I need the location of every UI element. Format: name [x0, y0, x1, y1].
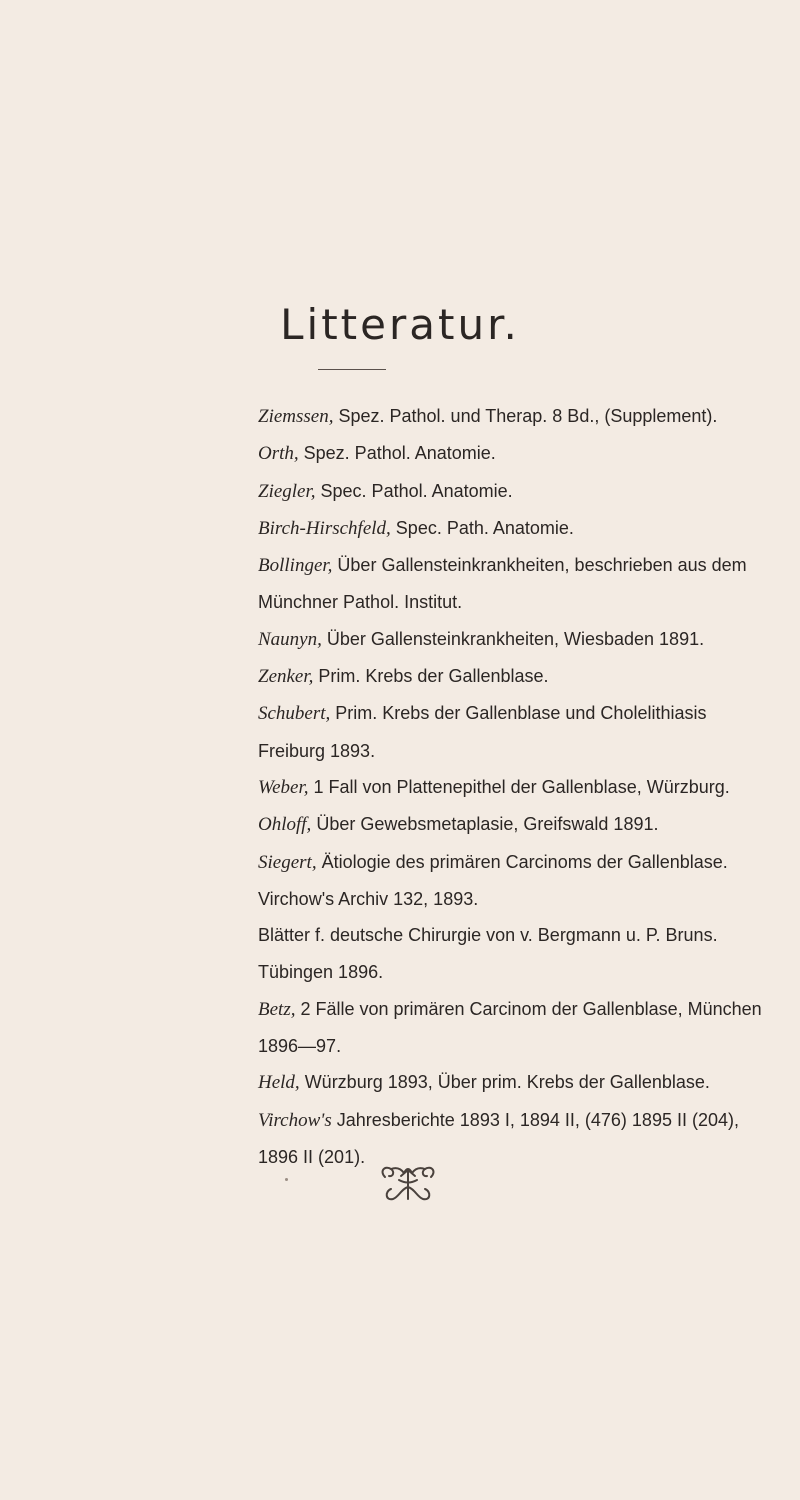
- reference-author: Zenker,: [258, 666, 314, 688]
- reference-text: Ätiologie des primären Carcinoms der Gallenblase. Virchow's Archiv 132, 1893.: [258, 851, 728, 909]
- reference-author: Birch-Hirschfeld,: [258, 517, 391, 539]
- reference-author: Ziegler,: [258, 480, 316, 502]
- reference-text: Prim. Krebs der Gallenblase.: [313, 666, 549, 687]
- reference-text: Spez. Pathol. Anatomie.: [298, 443, 496, 464]
- reference-text: Spec. Pathol. Anatomie.: [315, 480, 513, 501]
- reference-text: Über Gallensteinkrankheiten, Wiesbaden 1891.: [321, 628, 705, 649]
- reference-item: [258, 510, 778, 547]
- title-rule: [318, 369, 386, 370]
- reference-author: Schubert,: [258, 703, 331, 725]
- ornament-icon: [377, 1163, 439, 1205]
- page-title: Litteratur.: [280, 300, 520, 349]
- reference-author: Orth,: [258, 443, 299, 465]
- reference-text: Jahresberichte 1893 I, 1894 II, (476) 1895 II (204), 1896 II (201).: [258, 1109, 739, 1167]
- speck: [285, 1178, 288, 1181]
- reference-item: [258, 547, 778, 621]
- reference-item: [258, 991, 778, 1065]
- reference-item: [258, 844, 778, 918]
- reference-item: [258, 1102, 778, 1176]
- reference-item: [258, 621, 778, 658]
- reference-author: Naunyn,: [258, 628, 322, 650]
- reference-author: Betz,: [258, 998, 296, 1020]
- reference-text: Über Gallensteinkrankheiten, beschrieben aus dem Münchner Pathol. Institut.: [258, 555, 747, 613]
- reference-item: [258, 769, 778, 806]
- reference-author: Virchow's: [258, 1109, 332, 1131]
- reference-text: Würzburg 1893, Über prim. Krebs der Gallenblase.: [299, 1072, 710, 1093]
- reference-item: [258, 435, 778, 472]
- reference-item: [258, 1064, 778, 1101]
- reference-text: Blätter f. deutsche Chirurgie von v. Bergmann u. P. Bruns. Tübingen 1896.: [258, 925, 718, 983]
- reference-text: Prim. Krebs der Gallenblase und Cholelithiasis Freiburg 1893.: [258, 703, 707, 761]
- reference-author: Siegert,: [258, 851, 317, 873]
- reference-item: [258, 806, 778, 843]
- reference-author: Ziemssen,: [258, 406, 334, 427]
- reference-item: [258, 473, 778, 510]
- reference-text: Spez. Pathol. und Therap. 8 Bd., (Supplement).: [333, 406, 718, 426]
- reference-item: [258, 658, 778, 695]
- reference-item: [258, 398, 778, 435]
- reference-text: 2 Fälle von primären Carcinom der Gallenblase, München 1896—97.: [258, 998, 762, 1057]
- reference-text: Spec. Path. Anatomie.: [390, 517, 574, 538]
- reference-list: [258, 398, 778, 1175]
- reference-item: [258, 695, 778, 769]
- reference-text: 1 Fall von Plattenepithel der Gallenblase, Würzburg.: [308, 776, 730, 797]
- reference-author: Weber,: [258, 776, 309, 798]
- reference-item: [258, 917, 778, 991]
- reference-author: Bollinger,: [258, 555, 333, 577]
- reference-author: Held,: [258, 1072, 300, 1094]
- reference-text: Über Gewebsmetaplasie, Greifswald 1891.: [311, 814, 659, 835]
- reference-author: Ohloff,: [258, 814, 312, 836]
